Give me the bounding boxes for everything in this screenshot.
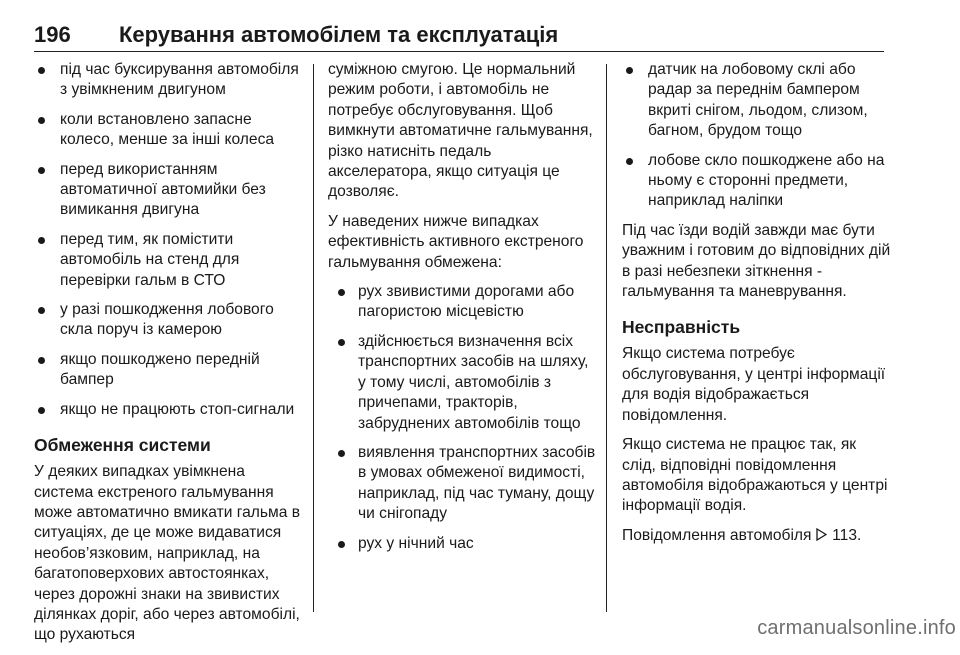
list-item: якщо не працюють стоп-сигнали — [34, 400, 304, 420]
list-item: перед тим, як помістити автомобіль на стенд для перевірки гальм в СТО — [34, 230, 304, 291]
column-divider-1 — [313, 64, 314, 612]
paragraph: У наведених нижче випадках ефективність активного екстреного гальмування обмежена: — [328, 212, 584, 271]
paragraph: Якщо система не працює так, як слід, відповідні повідомлення автомобіля відображаються у центрі інформації водія. — [622, 436, 888, 515]
section-heading-malfunction: Несправність — [622, 317, 741, 338]
list-item: коли встановлено запасне колесо, менше за інші колеса — [34, 110, 304, 151]
list-item: датчик на лобовому склі або радар за переднім бампером вкриті снігом, льодом, слизом, багном, брудом тощо — [622, 60, 892, 142]
reference-text: Повідомлення автомобіля — [622, 526, 812, 544]
column-divider-2 — [606, 64, 607, 612]
col3-bullet-list — [622, 60, 892, 212]
col2-bullet-list — [328, 282, 596, 554]
paragraph: Під час їзди водій завжди має бути уважним і готовим до відповідних дій в разі небезпеки зіткнення - гальмування та маневрування. — [622, 221, 891, 301]
section-heading-limitations: Обмеження системи — [34, 435, 211, 456]
page-number: 196 — [34, 22, 71, 47]
watermark: carmanualsonline.info — [757, 617, 956, 639]
paragraph: суміжною смугою. Це нормальний режим роботи, і автомобіль не потребує обслуговування. Щоб вимкнути автоматичне гальмування, різко натисніть педаль акселератора, якщо ситуація це дозволяє. — [328, 61, 593, 201]
list-item: під час буксирування автомобіля з увімкненим двигуном — [34, 60, 304, 101]
list-item: перед використанням автоматичної автомийки без вимикання двигуна — [34, 160, 304, 221]
column-3 — [622, 60, 892, 555]
list-item: лобове скло пошкоджене або на ньому є сторонні предмети, наприклад наліпки — [622, 151, 892, 212]
reference-page: 113. — [832, 526, 862, 544]
page-title: Керування автомобілем та експлуатація — [119, 22, 559, 47]
column-1 — [34, 60, 304, 655]
paragraph: Якщо система потребує обслуговування, у центрі інформації для водія відображається повідомлення. — [622, 345, 886, 424]
list-item: виявлення транспортних засобів в умовах обмеженої видимості, наприклад, під час туману, дощу чи снігопаду — [328, 443, 596, 525]
col1-bullet-list — [34, 60, 304, 420]
column-2 — [328, 60, 596, 563]
list-item: у разі пошкодження лобового скла поруч із камерою — [34, 300, 304, 341]
list-item: рух у нічний час — [328, 534, 596, 554]
page-reference-arrow-icon — [816, 526, 828, 546]
page-header — [34, 22, 928, 52]
list-item: здійснюється визначення всіх транспортних засобів на шляху, у тому числі, автомобілів з причепами, тракторів, забруднених автомобілів тощо — [328, 332, 596, 434]
paragraph: У деяких випадках увімкнена система екстреного гальмування може автоматично вмикати гальма в ситуаціях, де це може видаватися необов’язковим, наприклад, на багатоповерхових автостоянках, через дорожні знаки на звивистих ділянках доріг, або через автомобілі, що рухаються — [34, 463, 301, 644]
list-item: якщо пошкоджено передній бампер — [34, 350, 304, 391]
page-reference[interactable] — [622, 526, 892, 546]
header-rule — [34, 51, 884, 52]
list-item: рух звивистими дорогами або пагористою місцевістю — [328, 282, 596, 323]
